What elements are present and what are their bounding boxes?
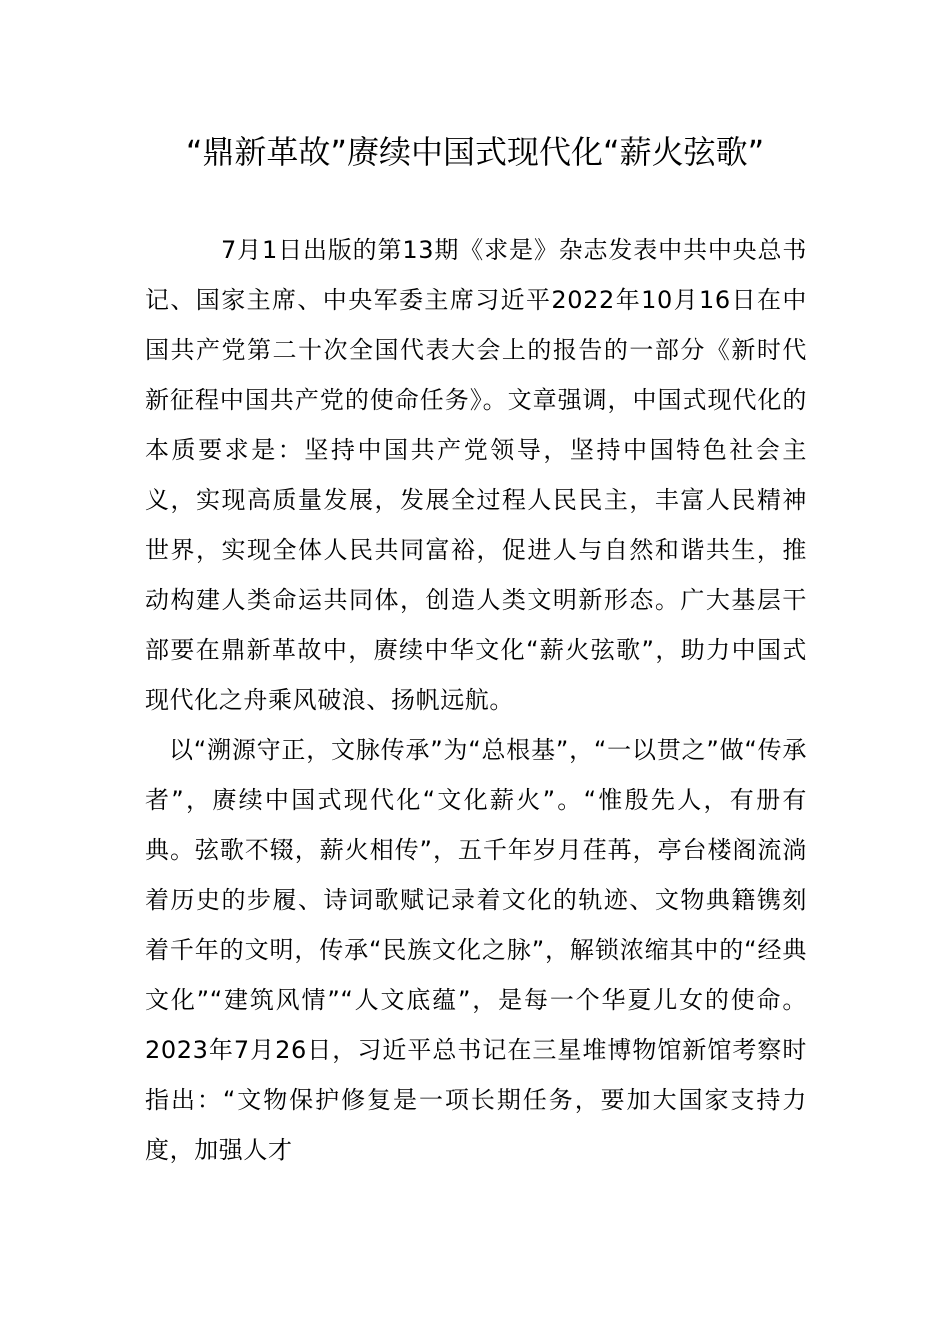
paragraph-intro: 7月1日出版的第13期《求是》杂志发表中共中央总书记、国家主席、中央军委主席习近平2022年10月16日在中国共产党第二十次全国代表大会上的报告的一部分《新时代新征程中国共产党的使命任务》。文章强调，中国式现代化的本质要求是：坚持中国共产党领导，坚持中国特色社会主义，实现高质量发展，发展全过程人民民主，丰富人民精神世界，实现全体人民共同富裕，促进人与自然和谐共生，推动构建人类命运共同体，创造人类文明新形态。广大基层干部要在鼎新革故中，赓续中华文化“薪火弦歌”，助力中国式现代化之舟乘风破浪、扬帆远航。 [145,236,807,714]
paragraph-culture: 以“溯源守正，文脉传承”为“总根基”，“一以贯之”做“传承者”，赓续中国式现代化“文化薪火”。“惟殷先人，有册有典。弦歌不辍，薪火相传”，五千年岁月荏苒，亭台楼阁流淌着历史的步履、诗词歌赋记录着文化的轨迹、文物典籍镌刻着千年的文明，传承“民族文化之脉”，解锁浓缩其中的“经典文化”“建筑风情”“人文底蕴”，是每一个华夏儿女的使命。2023年7月26日，习近平总书记在三星堆博物馆新馆考察时指出：“文物保护修复是一项长期任务，要加大国家支持力度，加强人才 [145,736,807,1164]
document-body [145,225,807,1175]
document-title: “鼎新革故”赓续中国式现代化“薪火弦歌” [185,133,765,171]
